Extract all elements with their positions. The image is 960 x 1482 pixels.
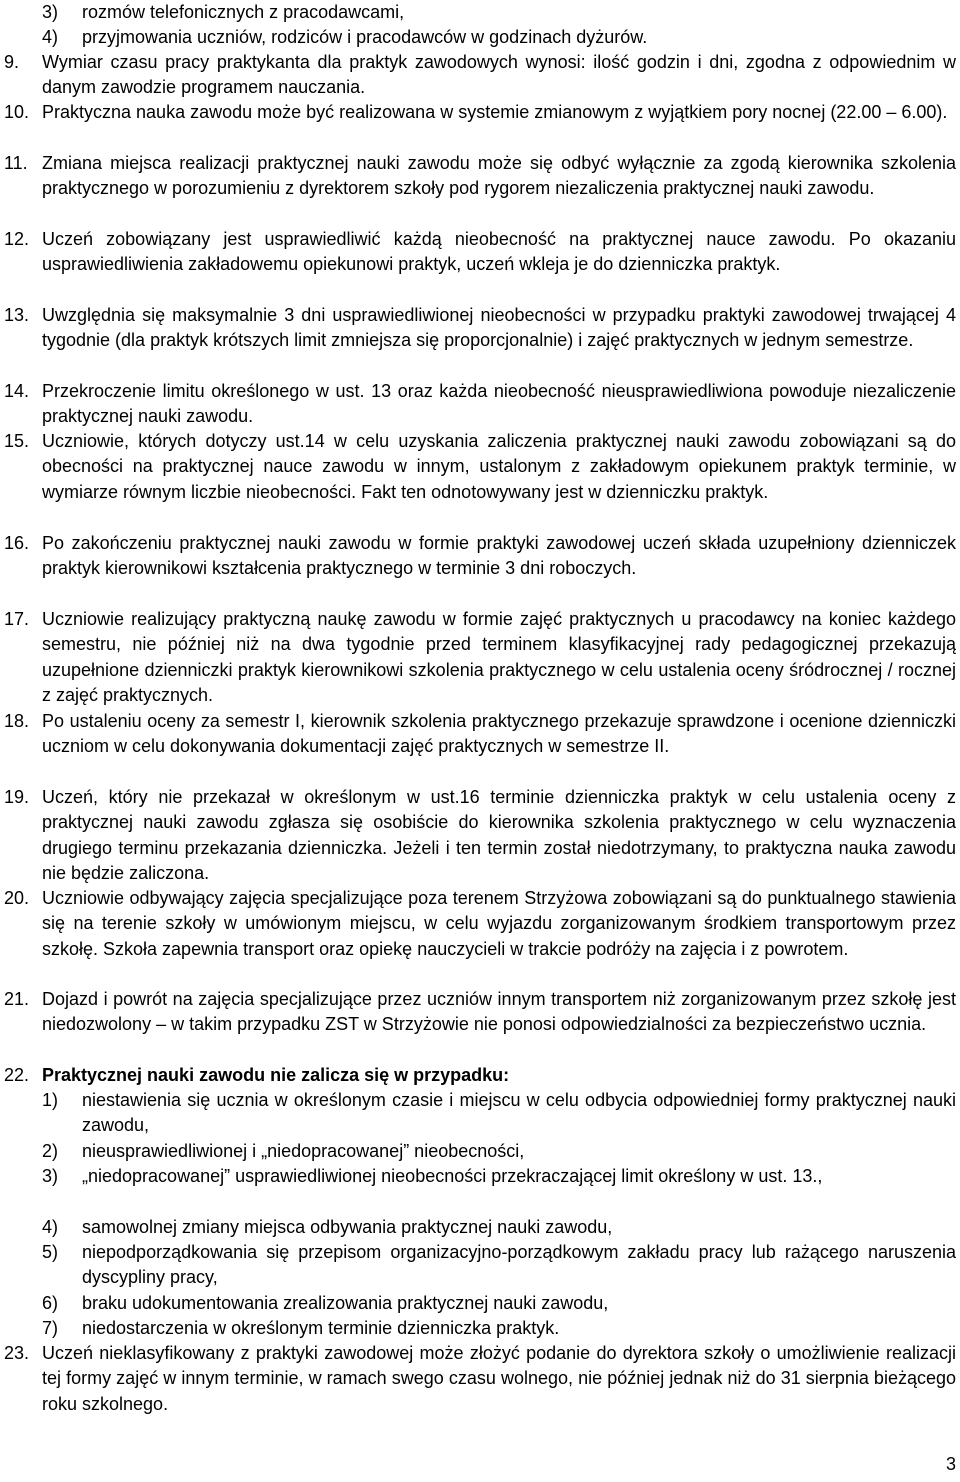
- paragraph-text: Dojazd i powrót na zajęcia specjalizujące przez uczniów innym transportem niż zorganizowanym przez szkołę jest niedozwolony – w takim przypadku ZST w Strzyżowie nie ponosi odpowiedzialności za bezpieczeństwo ucznia.: [42, 989, 956, 1035]
- list-item-text: nieusprawiedliwionej i „niedopracowanej” nieobecności,: [82, 1141, 525, 1161]
- list-item-text: braku udokumentowania zrealizowania praktycznej nauki zawodu,: [82, 1293, 609, 1313]
- paragraph-number: 21.: [4, 989, 30, 1009]
- numbered-paragraph: [4, 886, 956, 962]
- paragraph-text: Uczniowie odbywający zajęcia specjalizujące poza terenem Strzyżowa zobowiązani są do punktualnego stawienia się na terenie szkoły w umówionym miejscu, w celu wyjazdu zorganizowanym środkiem transportowym przez szkołę. Szkoła zapewnia transport oraz opiekę nauczycieli w trakcie podróży na zajęcia i z powrotem.: [42, 888, 956, 959]
- numbered-paragraph: [4, 531, 956, 582]
- paragraph-text: Uczeń, który nie przekazał w określonym w ust.16 terminie dzienniczka praktyk w celu ustalenia oceny z praktycznej nauki zawodu zgłasza się osobiście do kierownika szkolenia praktycznego w celu wyznaczenia drugiego terminu przekazania dzienniczka. Jeżeli i ten termin został niedotrzymany, to praktyczna nauka zawodu nie będzie zaliczona.: [42, 787, 956, 884]
- list-item-number: 3): [42, 1166, 59, 1186]
- list-item-number: 1): [42, 1090, 59, 1110]
- paragraph-text: Po zakończeniu praktycznej nauki zawodu w formie praktyki zawodowej uczeń składa uzupełniony dzienniczek praktyk kierownikowi kształcenia praktycznego w terminie 3 dni roboczych.: [42, 533, 956, 579]
- paragraph-number: 14.: [4, 381, 30, 401]
- numbered-paragraph: [4, 151, 956, 202]
- paragraph-number: 10.: [4, 102, 30, 122]
- list-item-text: niestawienia się ucznia w określonym czasie i miejscu w celu odbycia odpowiedniej formy praktycznej nauki zawodu,: [82, 1090, 956, 1136]
- numbered-paragraph: [4, 709, 956, 760]
- list-item-number: 2): [42, 1141, 59, 1161]
- list-item: [42, 1088, 956, 1139]
- list-item: [42, 25, 956, 50]
- paragraph-number: 23.: [4, 1343, 30, 1363]
- paragraph-number: 19.: [4, 787, 30, 807]
- list-item-text: niedostarczenia w określonym terminie dzienniczka praktyk.: [82, 1318, 560, 1338]
- paragraph-number: 12.: [4, 229, 30, 249]
- numbered-paragraph: [4, 227, 956, 278]
- numbered-paragraph: [4, 50, 956, 101]
- list-item: [42, 0, 956, 25]
- list-item: [42, 1291, 956, 1316]
- numbered-paragraph: [4, 1063, 956, 1088]
- paragraph-text: Zmiana miejsca realizacji praktycznej nauki zawodu może się odbyć wyłącznie za zgodą kierownika szkolenia praktycznego w porozumieniu z dyrektorem szkoły pod rygorem niezaliczenia praktycznej nauki zawodu.: [42, 153, 956, 199]
- paragraph-number: 16.: [4, 533, 30, 553]
- paragraph-text: Uwzględnia się maksymalnie 3 dni usprawiedliwionej nieobecności w przypadku praktyki zawodowej trwającej 4 tygodnie (dla praktyk krótszych limit zmniejsza się proporcjonalnie) i zajęć praktycznych w jednym semestrze.: [42, 305, 956, 351]
- paragraph-text: Wymiar czasu pracy praktykanta dla praktyk zawodowych wynosi: ilość godzin i dni, zgodna z odpowiednim w danym zawodzie programem nauczania.: [42, 52, 956, 98]
- list-item: [42, 1139, 956, 1164]
- numbered-paragraph: [4, 303, 956, 354]
- page-number: 3: [945, 1454, 956, 1474]
- list-item-text: „niedopracowanej” usprawiedliwionej nieobecności przekraczającej limit określony w ust. 13.,: [82, 1166, 823, 1186]
- list-item: [42, 1164, 956, 1189]
- list-item-number: 5): [42, 1242, 59, 1262]
- list-item: [42, 1316, 956, 1341]
- list-item-text: przyjmowania uczniów, rodziców i pracodawców w godzinach dyżurów.: [82, 27, 648, 47]
- list-item: [42, 1215, 956, 1240]
- list-item-text: niepodporządkowania się przepisom organizacyjno-porządkowym zakładu pracy lub rażącego naruszenia dyscypliny pracy,: [82, 1242, 956, 1288]
- numbered-paragraph: [4, 1341, 956, 1417]
- list-item-number: 6): [42, 1293, 59, 1313]
- paragraph-number: 13.: [4, 305, 30, 325]
- list-item-text: samowolnej zmiany miejsca odbywania praktycznej nauki zawodu,: [82, 1217, 613, 1237]
- paragraph-text: Uczeń nieklasyfikowany z praktyki zawodowej może złożyć podanie do dyrektora szkoły o umożliwienie realizacji tej formy zajęć w innym terminie, w ramach swego czasu wolnego, nie później jednak niż do 31 sierpnia bieżącego roku szkolnego.: [42, 1343, 956, 1414]
- paragraph-heading: Praktycznej nauki zawodu nie zalicza się w przypadku:: [42, 1065, 510, 1085]
- paragraph-number: 9.: [4, 52, 20, 72]
- list-item-number: 4): [42, 1217, 59, 1237]
- list-item-text: rozmów telefonicznych z pracodawcami,: [82, 2, 405, 22]
- paragraph-text: Uczniowie realizujący praktyczną naukę zawodu w formie zajęć praktycznych u pracodawcy na koniec każdego semestru, nie później niż na dwa tygodnie przed terminem klasyfikacyjnej rady pedagogicznej przekazują uzupełnione dzienniczki praktyk kierownikowi szkolenia praktycznego w celu ustalenia oceny śródrocznej / rocznej z zajęć praktycznych.: [42, 609, 956, 706]
- paragraph-number: 20.: [4, 888, 30, 908]
- numbered-paragraph: [4, 785, 956, 887]
- list-item-number: 7): [42, 1318, 59, 1338]
- paragraph-text: Uczniowie, których dotyczy ust.14 w celu uzyskania zaliczenia praktycznej nauki zawodu zobowiązani są do obecności na praktycznej nauce zawodu w innym, ustalonym z zakładowym opiekunem praktyk terminie, w wymiarze równym liczbie nieobecności. Fakt ten odnotowywany jest w dzienniczku praktyk.: [42, 431, 956, 502]
- paragraph-number: 11.: [4, 153, 28, 173]
- numbered-paragraph: [4, 100, 956, 125]
- numbered-paragraph: [4, 607, 956, 709]
- numbered-paragraph: [4, 379, 956, 430]
- paragraph-text: Praktyczna nauka zawodu może być realizowana w systemie zmianowym z wyjątkiem pory nocnej (22.00 – 6.00).: [42, 102, 948, 122]
- paragraph-number: 18.: [4, 711, 30, 731]
- paragraph-number: 17.: [4, 609, 30, 629]
- paragraph-number: 15.: [4, 431, 30, 451]
- paragraph-number: 22.: [4, 1065, 30, 1085]
- list-item-number: 3): [42, 2, 59, 22]
- paragraph-text: Przekroczenie limitu określonego w ust. 13 oraz każda nieobecność nieusprawiedliwiona powoduje niezaliczenie praktycznej nauki zawodu.: [42, 381, 956, 427]
- paragraph-text: Uczeń zobowiązany jest usprawiedliwić każdą nieobecność na praktycznej nauce zawodu. Po okazaniu usprawiedliwienia zakładowemu opiekunowi praktyk, uczeń wkleja je do dzienniczka praktyk.: [42, 229, 956, 275]
- list-item-number: 4): [42, 27, 59, 47]
- list-item: [42, 1240, 956, 1291]
- numbered-paragraph: [4, 429, 956, 505]
- numbered-paragraph: [4, 987, 956, 1038]
- paragraph-text: Po ustaleniu oceny za semestr I, kierownik szkolenia praktycznego przekazuje sprawdzone i ocenione dzienniczki uczniom w celu dokonywania dokumentacji zajęć praktycznych w semestrze II.: [42, 711, 956, 757]
